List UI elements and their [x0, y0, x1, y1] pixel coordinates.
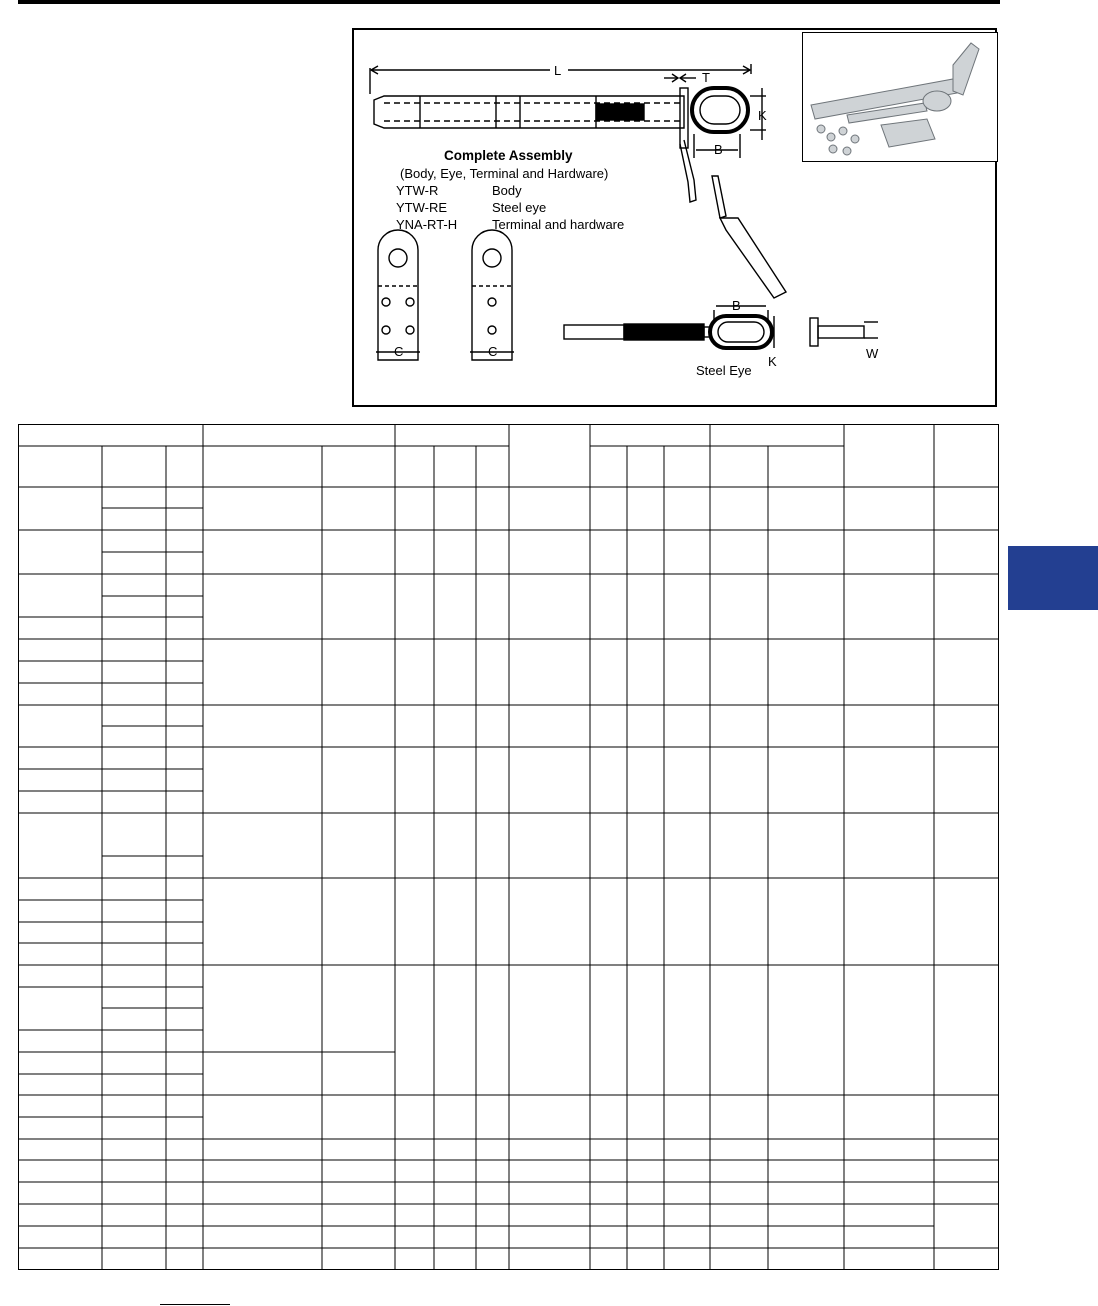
- eye-thread: [624, 324, 704, 340]
- spec-table-grid: [18, 424, 999, 1270]
- thread-section: [596, 104, 644, 120]
- dim-label-t: T: [702, 70, 710, 85]
- dim-label-b: B: [714, 142, 723, 157]
- product-photo: [802, 32, 998, 162]
- eye-shank[interactable]: [564, 325, 624, 339]
- dim-label-l: L: [554, 63, 562, 78]
- assembly-subtitle: (Body, Eye, Terminal and Hardware): [400, 166, 609, 181]
- spec-table: [18, 424, 999, 1270]
- part-code-2: YTW-RE: [396, 200, 448, 215]
- dim-label-k: K: [758, 108, 767, 123]
- part-name-3: Terminal and hardware: [492, 217, 625, 232]
- part-code-3: YNA-RT-H: [396, 217, 458, 232]
- dim-label-b-2: B: [732, 298, 741, 313]
- terminal-sleeve[interactable]: [720, 218, 786, 298]
- dim-label-k-2: K: [768, 354, 777, 369]
- assembly-figure: [352, 28, 997, 407]
- dim-label-w: W: [866, 346, 879, 361]
- dim-label-c-1: C: [394, 344, 404, 359]
- top-rule: [18, 0, 1000, 4]
- assembly-title: Complete Assembly: [444, 148, 573, 163]
- part-code-1: YTW-R: [396, 183, 439, 198]
- part-name-1: Body: [492, 183, 522, 198]
- dim-label-c-2: C: [488, 344, 498, 359]
- section-tab: [1008, 546, 1098, 610]
- steel-eye-label: Steel Eye: [696, 363, 752, 378]
- part-name-2: Steel eye: [492, 200, 547, 215]
- steel-eye-bottom[interactable]: [710, 316, 772, 348]
- eye-profile[interactable]: [818, 326, 864, 338]
- footer-rule: [160, 1304, 230, 1305]
- product-photo-drawing: [803, 33, 999, 163]
